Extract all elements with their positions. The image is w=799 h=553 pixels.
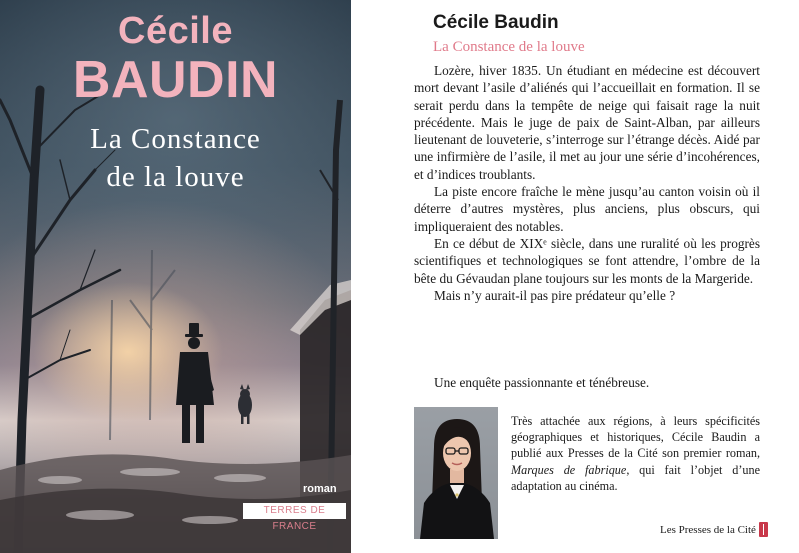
- front-cover: [0, 0, 351, 553]
- blurb-paragraph: La piste encore fraîche le mène jusqu’au canton voisin où il déterre d’autres mystères, plus anciens, plus obscurs, qui impliqueraient des notables.: [414, 184, 760, 234]
- bio-book-title: Marques de fabrique: [511, 462, 627, 477]
- cover-author-last-name: BAUDIN: [72, 51, 279, 109]
- cover-author-first-name: Cécile: [118, 10, 233, 52]
- cover-title-line-2: de la louve: [106, 161, 245, 193]
- bio-text-end: , qui fait l’objet d’une adaptation au cinéma.: [511, 462, 760, 493]
- cover-title-line-1: La Constance: [90, 123, 261, 155]
- back-author-name: Cécile Baudin: [433, 12, 559, 33]
- genre-label: roman: [303, 483, 337, 495]
- publisher-logo-icon: [759, 522, 768, 537]
- blurb-paragraph: Lozère, hiver 1835. Un étudiant en médecine est découvert mort devant l’asile d’aliénés qui l’accueillait en formation. Il se serait perdu dans la tempête de neige qui faisait rage la nuit précédente. Mais le juge de paix de Saint-Alban, par ailleurs lieutenant de louveterie, s’interroge sur l’étrange décès. Aidé par une infirmière de l’asile, il met au jour une série d’incohérences, et d’indices troublants.: [414, 63, 760, 182]
- collection-badge: TERRES DE FRANCE: [243, 503, 346, 519]
- blurb-paragraph: En ce début de XIXᵉ siècle, dans une ruralité où les progrès scientifiques et technologiques se font attendre, l’ombre de la bête du Gévaudan plane toujours sur les monts de la Margeride.: [414, 235, 760, 286]
- publisher-name: Les Presses de la Cité: [660, 524, 756, 536]
- back-book-title: La Constance de la louve: [433, 39, 585, 55]
- bio-text: Très attachée aux régions, à leurs spécificités géographiques et historiques, Cécile Baudin a publié aux Presses de la Cité son premier roman,: [511, 414, 760, 461]
- blurb-text: [414, 62, 760, 304]
- cover-title: [40, 120, 311, 196]
- author-photo: [414, 407, 498, 539]
- author-bio: [511, 413, 760, 494]
- blurb-paragraph: Mais n’y aurait-il pas pire prédateur qu’elle ?: [434, 287, 676, 303]
- tagline: Une enquête passionnante et ténébreuse.: [434, 375, 650, 390]
